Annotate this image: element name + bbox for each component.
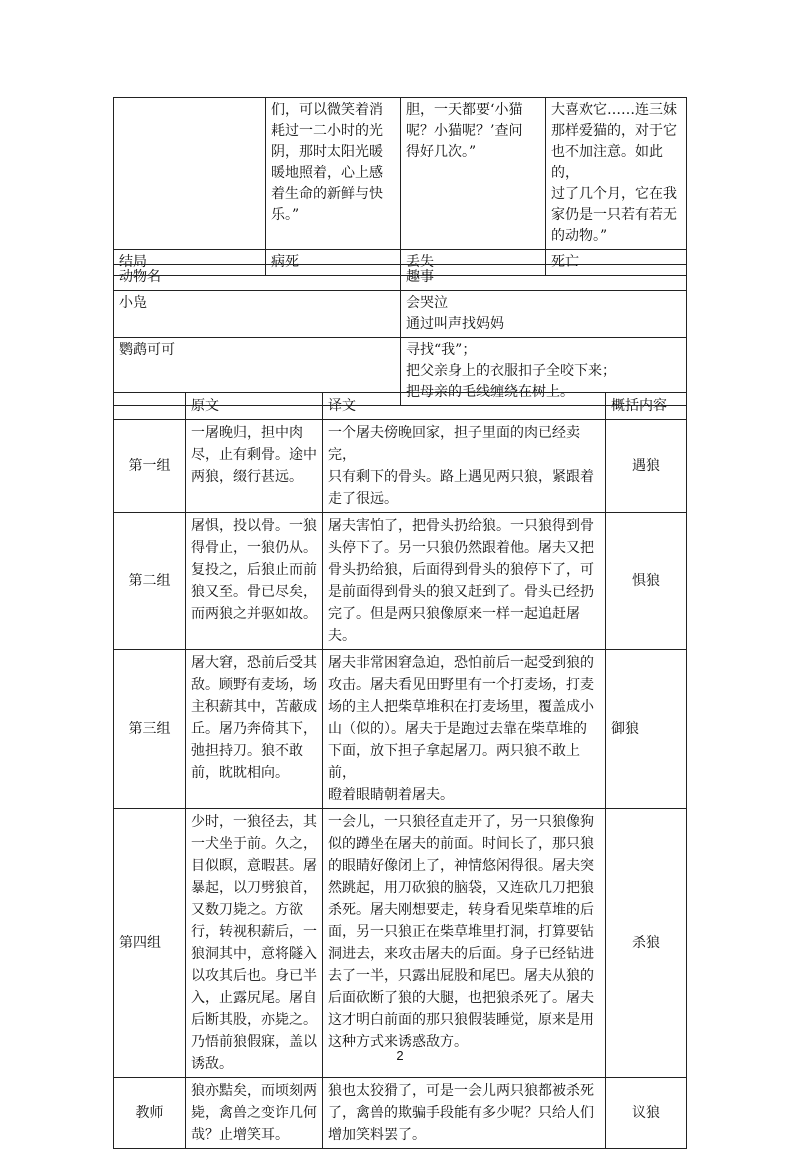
- row-label: 结局: [114, 250, 266, 276]
- column-header: 动物名: [114, 265, 401, 291]
- column-header: 趣事: [401, 265, 687, 291]
- original-text: 一屠晚归，担中肉 尽，止有剩骨。途中 两狼，缀行甚远。: [186, 420, 323, 513]
- table-row: [114, 98, 687, 250]
- column-header: 译文: [323, 393, 606, 420]
- group-label: 第三组: [114, 650, 186, 809]
- translation-text: 一个屠夫傍晚回家，担子里面的肉已经卖完， 只有剩下的骨头。路上遇见两只狼，紧跟着 走了很远。: [323, 420, 606, 513]
- summary-text: 御狼: [606, 650, 687, 809]
- animal-anecdotes-table: [113, 264, 687, 406]
- table-cell: 死亡: [546, 250, 687, 276]
- translation-text: 狼也太狡猾了，可是一会儿两只狼都被杀死 了，禽兽的欺骗手段能有多少呢？只给人们 增加笑料罢了。: [323, 1078, 606, 1149]
- animal-name: 小凫: [114, 291, 401, 338]
- summary-text: 议狼: [606, 1078, 687, 1149]
- translation-text: 屠夫非常困窘急迫，恐怕前后一起受到狼的 攻击。屠夫看见田野里有一个打麦场，打麦 场的主人把柴草堆积在打麦场里，覆盖成小 山（似的）。屠夫于是跑过去靠在柴草堆的 下面，放下担子拿起屠刀。两只狼不敢上前， 瞪着眼睛朝着屠夫。: [323, 650, 606, 809]
- table-cell: 大喜欢它……连三妹 那样爱猫的，对于它 也不加注意。如此的， 过了几个月，它在我 家仍是一只若有若无 的动物。”: [546, 98, 687, 250]
- group-label: 教师: [114, 1078, 186, 1149]
- animal-comparison-table-continued: [113, 97, 687, 276]
- page-number: 2: [396, 1048, 404, 1063]
- group-label: 第二组: [114, 513, 186, 650]
- summary-text: 惧狼: [606, 513, 687, 650]
- table-row: [114, 291, 687, 338]
- animal-fact: 会哭泣 通过叫声找妈妈: [401, 291, 687, 338]
- table-cell: 丢失: [401, 250, 546, 276]
- row-label: [114, 98, 266, 250]
- table-row: [114, 420, 687, 513]
- table-cell: 胆，一天都要‘小猫 呢？小猫呢？’查问 得好几次。”: [401, 98, 546, 250]
- column-header: [114, 393, 186, 420]
- table-row: [114, 809, 687, 1078]
- table-row: [114, 650, 687, 809]
- original-text: 少时，一狼径去，其 一犬坐于前。久之， 目似瞑，意暇甚。屠 暴起，以刀劈狼首， 又数刀毙之。方欲 行，转视积薪后，一 狼洞其中，意将隧入 以攻其后也。身已半 入，止露尻尾。屠自 后断其股，亦毙之。 乃悟前狼假寐，盖以 诱敌。: [186, 809, 323, 1078]
- table-cell: 们，可以微笑着消 耗过一二小时的光 阴，那时太阳光暖 暖地照着，心上感 着生命的新鲜与快 乐。”: [266, 98, 401, 250]
- table-row: [114, 513, 687, 650]
- table-header-row: [114, 393, 687, 420]
- table-row: [114, 1078, 687, 1149]
- original-text: 狼亦黠矣，而顷刻两 毙，禽兽之变诈几何 哉？止增笑耳。: [186, 1078, 323, 1149]
- wolf-text-table: [113, 392, 687, 1149]
- summary-text: 杀狼: [606, 809, 687, 1078]
- column-header: 概括内容: [606, 393, 687, 420]
- original-text: 屠大窘，恐前后受其 敌。顾野有麦场，场 主积薪其中，苫蔽成 丘。屠乃奔倚其下， 弛担持刀。狼不敢 前，眈眈相向。: [186, 650, 323, 809]
- translation-text: 一会儿，一只狼径直走开了，另一只狼像狗 似的蹲坐在屠夫的前面。时间长了，那只狼 的眼睛好像闭上了，神情悠闲得很。屠夫突 然跳起，用刀砍狼的脑袋，又连砍几刀把狼 杀死。屠夫刚想要走，转身看见柴草堆的后 面，另一只狼正在柴草堆里打洞，打算要钻 洞进去，来攻击屠夫的后面。身子已经钻进 去了一半，只露出屁股和尾巴。屠夫从狼的 后面砍断了狼的大腿，也把狼杀死了。屠夫 这才明白前面的那只狼假装睡觉，原来是用 这种方式来诱惑敌方。: [323, 809, 606, 1078]
- group-label: 第四组: [114, 809, 186, 1078]
- group-label: 第一组: [114, 420, 186, 513]
- animal-fact: 寻找“我”； 把父亲身上的衣服扣子全咬下来； 把母亲的毛线缠绕在树上。: [401, 338, 687, 406]
- summary-text: 遇狼: [606, 420, 687, 513]
- translation-text: 屠夫害怕了，把骨头扔给狼。一只狼得到骨 头停下了。另一只狼仍然跟着他。屠夫又把 骨头扔给狼，后面得到骨头的狼停下了，可 是前面得到骨头的狼又赶到了。骨头已经扔 完了。但是两只狼像原来一样一起追赶屠夫。: [323, 513, 606, 650]
- table-header-row: [114, 265, 687, 291]
- column-header: 原文: [186, 393, 323, 420]
- table-cell: 病死: [266, 250, 401, 276]
- animal-name: 鹦鹉可可: [114, 338, 401, 406]
- original-text: 屠惧，投以骨。一狼 得骨止，一狼仍从。 复投之，后狼止而前 狼又至。骨已尽矣， 而两狼之并驱如故。: [186, 513, 323, 650]
